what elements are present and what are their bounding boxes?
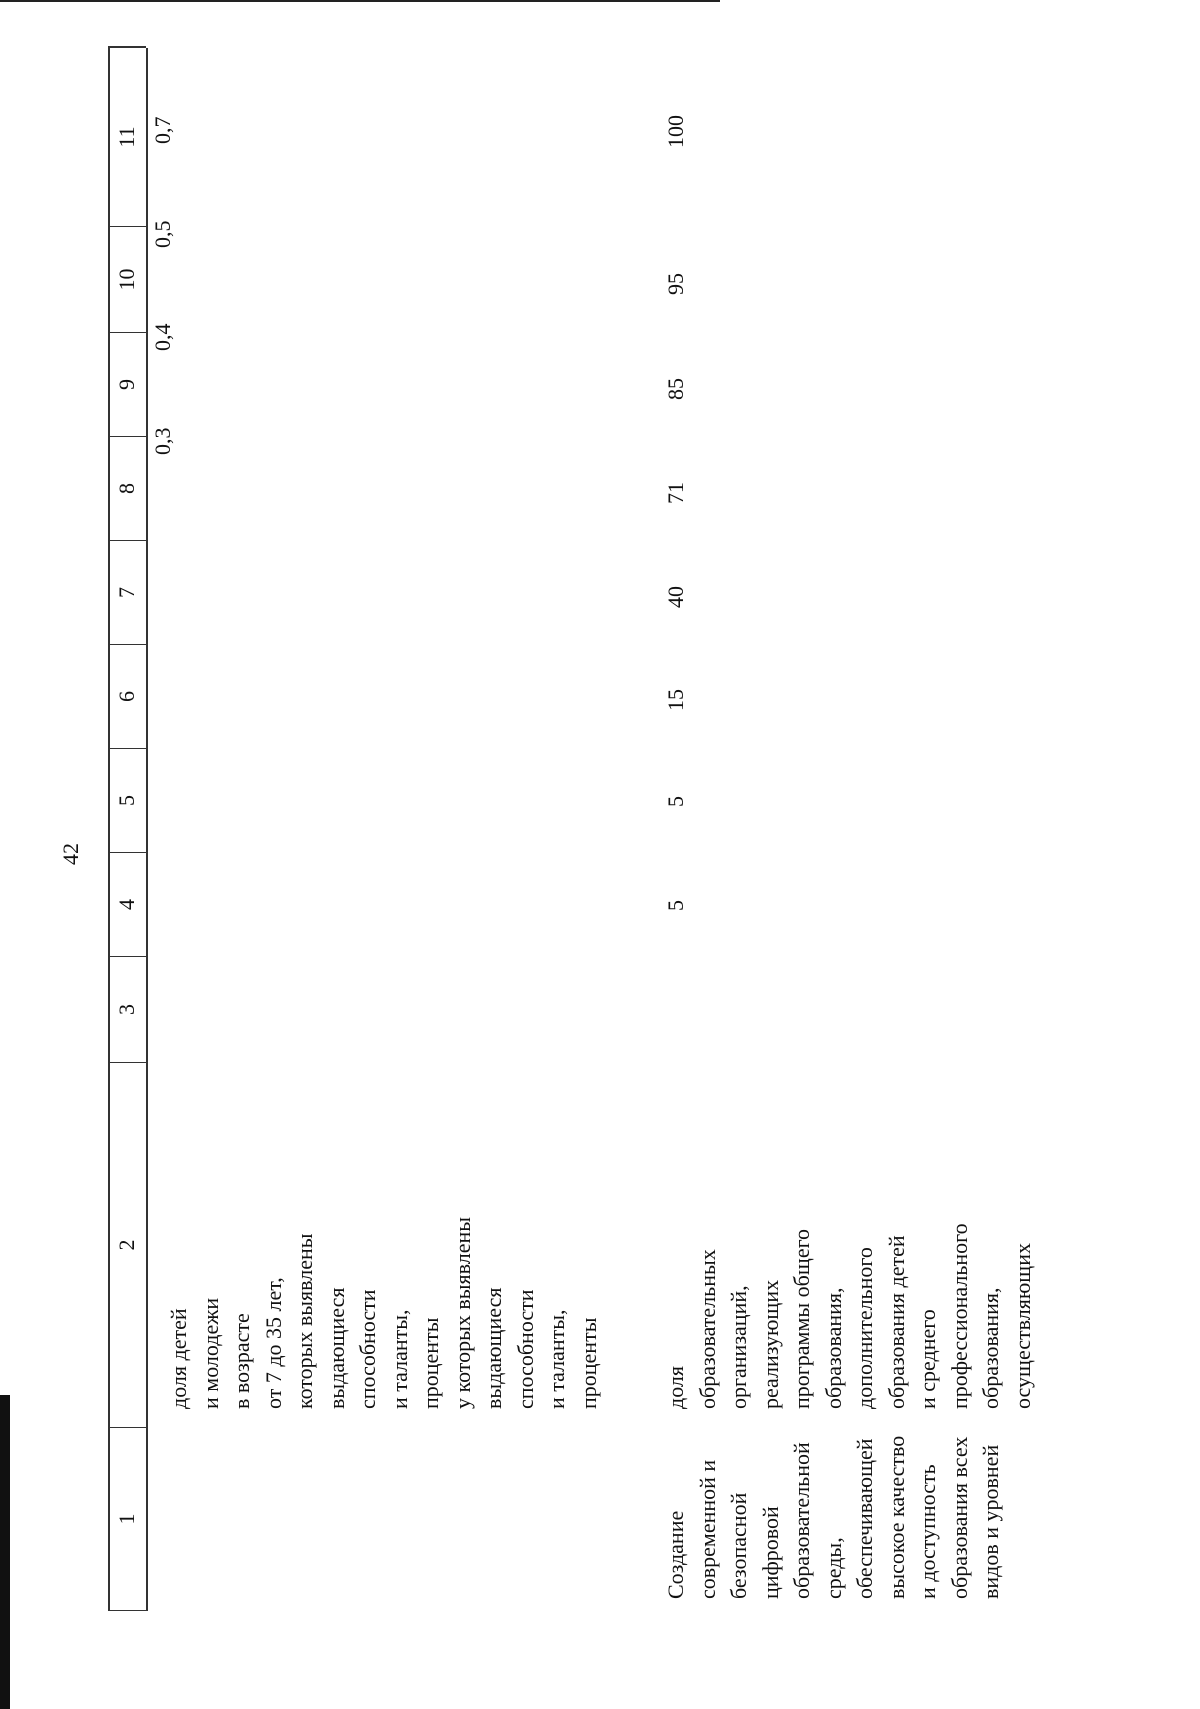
row-2-value-col10: 95 [663,273,688,295]
column-header-10: 10 [108,227,146,333]
column-header-4: 4 [108,853,146,957]
row-1-value-col11: 0,7 [150,116,175,144]
table-row-2-indicator: доля образовательных организаций, реализующих программы общего образования, дополнительного образования детей и среднего профессионального образования, осуществляющих [663,1223,1035,1409]
column-header-9: 9 [108,333,146,437]
page-number: 42 [58,843,83,865]
row-1-value-col8: 0,3 [150,427,175,455]
row-2-value-col9: 85 [663,378,688,400]
row-2-value-col11: 100 [663,115,688,148]
table-header-bottom-border [146,48,148,1611]
row-2-value-col8: 71 [663,482,688,504]
column-header-7: 7 [108,541,146,645]
column-header-11: 11 [108,48,146,227]
column-header-5: 5 [108,749,146,853]
row-2-value-col6: 15 [663,689,688,711]
row-2-value-col7: 40 [663,586,688,608]
column-header-6: 6 [108,645,146,749]
table-row-1-indicator: доля детей и молодежи в возрасте от 7 до 35 лет, которых выявлены выдающиеся способности и таланты, проценты у которых выявлены выдающиеся способности и таланты, проценты [166,1216,601,1409]
row-2-value-col5: 5 [663,796,688,807]
row-1-value-col10: 0,5 [150,220,175,248]
table-row-2-goal: Создание современной и безопасной цифровой образовательной среды, обеспечивающей высокое качество и доступность образования всех видов и уровней [663,1435,1003,1599]
column-header-2: 2 [108,1063,146,1428]
column-header-1: 1 [108,1428,146,1611]
row-1-value-col9: 0,4 [150,323,175,351]
column-header-3: 3 [108,957,146,1063]
row-2-value-col4: 5 [663,900,688,911]
column-header-8: 8 [108,437,146,541]
